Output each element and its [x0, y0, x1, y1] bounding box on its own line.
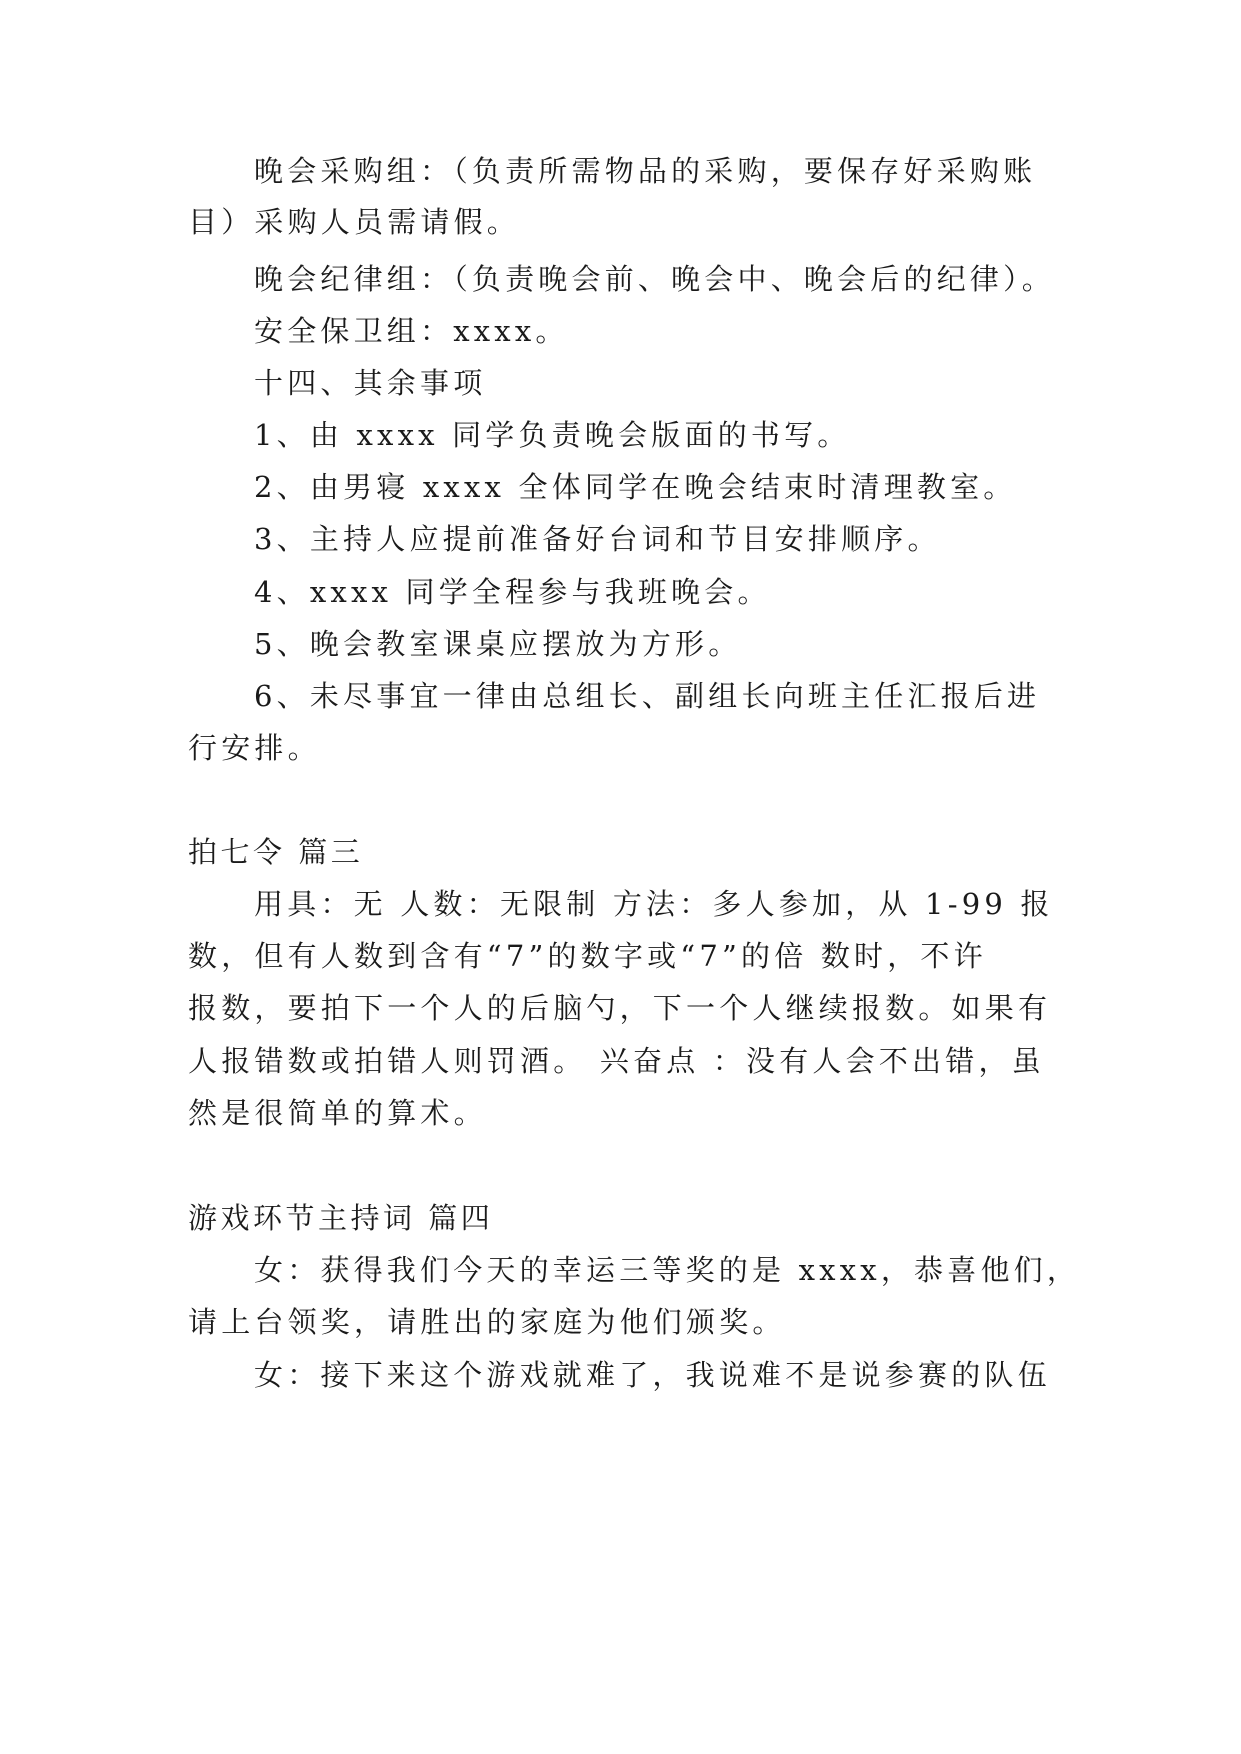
list-item: 6、未尽事宜一律由总组长、副组长向班主任汇报后进 — [254, 679, 1041, 713]
section-heading: 十四、其余事项 — [254, 366, 487, 400]
paragraph-line: 晚会采购组：（负责所需物品的采购，要保存好采购账 — [254, 154, 1037, 188]
paragraph-line: 数，但有人数到含有“7”的数字或“7”的倍 数时，不许 — [188, 939, 987, 973]
list-item: 4、xxxx 同学全程参与我班晚会。 — [254, 575, 771, 609]
article-title: 拍七令 篇三 — [188, 835, 364, 869]
list-item: 1、由 xxxx 同学负责晚会版面的书写。 — [254, 418, 851, 452]
paragraph-line: 目）采购人员需请假。 — [188, 205, 521, 239]
article-title: 游戏环节主持词 篇四 — [188, 1201, 494, 1235]
list-item: 3、主持人应提前准备好台词和节目安排顺序。 — [254, 522, 941, 556]
paragraph-line: 女：接下来这个游戏就难了，我说难不是说参赛的队伍 — [254, 1358, 1051, 1392]
paragraph-line: 行安排。 — [188, 731, 321, 765]
paragraph-line: 晚会纪律组：（负责晚会前、晚会中、晚会后的纪律）。 — [254, 262, 1056, 296]
paragraph-line: 女：获得我们今天的幸运三等奖的是 xxxx，恭喜他们， — [254, 1253, 1081, 1287]
paragraph-line: 安全保卫组：xxxx。 — [254, 314, 569, 348]
paragraph-line: 用具：无 人数：无限制 方法：多人参加，从 1-99 报 — [254, 887, 1054, 921]
list-item: 2、由男寝 xxxx 全体同学在晚会结束时清理教室。 — [254, 470, 1017, 504]
paragraph-line: 然是很简单的算术。 — [188, 1096, 487, 1130]
list-item: 5、晚会教室课桌应摆放为方形。 — [254, 627, 742, 661]
paragraph-line: 人报错数或拍错人则罚酒。 兴奋点 ：没有人会不出错，虽 — [188, 1044, 1045, 1078]
paragraph-line: 请上台领奖，请胜出的家庭为他们颁奖。 — [188, 1305, 786, 1339]
paragraph-line: 报数，要拍下一个人的后脑勺，下一个人继续报数。如果有 — [188, 991, 1052, 1025]
